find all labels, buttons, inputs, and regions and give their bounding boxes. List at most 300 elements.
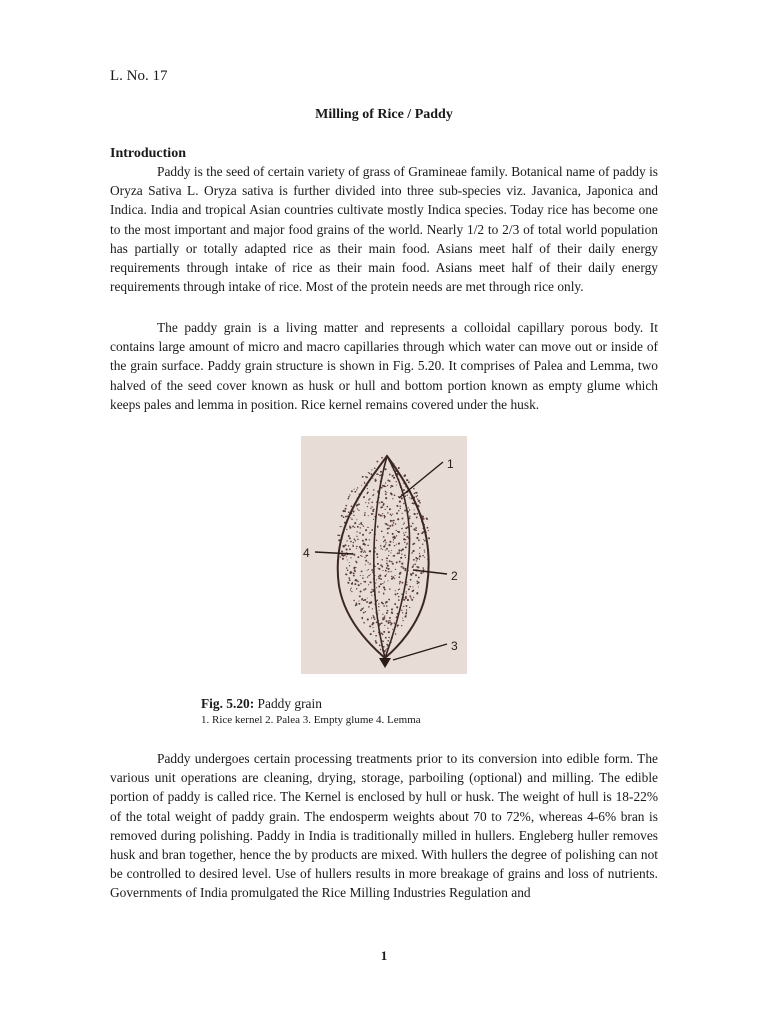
stipple-dot: [416, 516, 418, 518]
stipple-dot: [351, 583, 353, 585]
stipple-dot: [424, 549, 425, 550]
stipple-dot: [385, 493, 387, 495]
stipple-dot: [416, 592, 418, 594]
stipple-dot: [363, 607, 364, 608]
stipple-dot: [393, 522, 395, 524]
stipple-dot: [362, 575, 363, 576]
stipple-dot: [378, 576, 379, 577]
stipple-dot: [382, 570, 383, 571]
stipple-dot: [385, 468, 387, 470]
stipple-dot: [398, 543, 400, 545]
stipple-dot: [401, 566, 403, 568]
stipple-dot: [404, 510, 406, 512]
stipple-dot: [391, 520, 393, 522]
stipple-dot: [358, 603, 360, 605]
stipple-dot: [401, 563, 403, 565]
stipple-dot: [420, 572, 422, 574]
stipple-dot: [385, 543, 386, 544]
stipple-dot: [392, 498, 393, 499]
stipple-dot: [416, 558, 418, 560]
stipple-dot: [348, 511, 350, 513]
leader-line-2: [413, 570, 447, 574]
stipple-dot: [353, 542, 355, 544]
stipple-dot: [403, 532, 404, 533]
stipple-dot: [381, 501, 383, 503]
stipple-dot: [408, 507, 409, 508]
stipple-dot: [385, 550, 386, 551]
stipple-dot: [409, 586, 411, 588]
stipple-dot: [346, 540, 347, 541]
lesson-number: L. No. 17: [110, 68, 168, 84]
stipple-dot: [363, 552, 364, 553]
stipple-dot: [412, 586, 413, 587]
stipple-dot: [383, 641, 385, 643]
stipple-dot: [413, 528, 415, 530]
stipple-dot: [391, 485, 393, 487]
stipple-dot: [376, 553, 378, 555]
stipple-dot: [401, 497, 403, 499]
stipple-dot: [372, 590, 374, 592]
stipple-dot: [395, 593, 397, 595]
stipple-dot: [375, 640, 377, 642]
stipple-dot: [389, 560, 391, 562]
stipple-dot: [354, 538, 356, 540]
stipple-dot: [378, 577, 380, 579]
stipple-dot: [407, 526, 409, 528]
stipple-dot: [361, 598, 363, 600]
stipple-dot: [396, 481, 397, 482]
stipple-dot: [411, 599, 413, 601]
stipple-dot: [395, 633, 397, 635]
stipple-dot: [368, 606, 370, 608]
stipple-dot: [359, 546, 361, 548]
stipple-dot: [367, 527, 368, 528]
stipple-dot: [391, 608, 393, 610]
stipple-dot: [384, 539, 386, 541]
stipple-dot: [364, 550, 366, 552]
stipple-dot: [360, 590, 362, 592]
stipple-dot: [354, 569, 356, 571]
paddy-grain-figure: [301, 436, 467, 674]
stipple-dot: [406, 494, 407, 495]
stipple-dot: [365, 560, 367, 562]
stipple-dot: [405, 568, 407, 570]
stipple-dot: [364, 581, 366, 583]
stipple-dot: [342, 558, 344, 560]
stipple-dot: [397, 626, 398, 627]
stipple-dot: [359, 524, 360, 525]
stipple-dot: [371, 469, 372, 470]
stipple-dot: [387, 640, 389, 642]
stipple-dot: [371, 501, 373, 503]
stipple-dot: [377, 563, 379, 565]
stipple-dot: [356, 546, 358, 548]
stipple-dot: [365, 588, 367, 590]
stipple-dot: [387, 565, 389, 567]
stipple-dot: [428, 537, 430, 539]
stipple-dot: [349, 527, 351, 529]
stipple-dot: [409, 516, 410, 517]
stipple-dot: [376, 579, 377, 580]
stipple-dot: [387, 532, 389, 534]
stipple-dot: [416, 560, 417, 561]
stipple-dot: [350, 517, 351, 518]
stipple-dot: [388, 544, 390, 546]
stipple-dot: [373, 494, 374, 495]
stipple-dot: [378, 568, 380, 570]
stipple-dot: [368, 575, 370, 577]
stipple-dot: [371, 595, 372, 596]
stipple-dot: [402, 618, 403, 619]
stipple-dot: [396, 505, 398, 507]
stipple-dot: [379, 475, 381, 477]
stipple-dot: [384, 625, 385, 626]
stipple-dot: [361, 617, 363, 619]
stipple-dot: [379, 575, 381, 577]
stipple-dot: [351, 591, 352, 592]
stipple-dot: [417, 513, 419, 515]
stipple-dot: [363, 496, 365, 498]
stipple-dot: [386, 605, 388, 607]
stipple-dot: [410, 597, 411, 598]
stipple-dot: [389, 588, 390, 589]
stipple-dot: [418, 506, 420, 508]
stipple-dot: [368, 515, 369, 516]
stipple-dot: [389, 474, 391, 476]
stipple-dot: [405, 532, 406, 533]
stipple-dot: [380, 649, 381, 650]
stipple-dot: [360, 555, 361, 556]
stipple-dot: [390, 514, 392, 516]
stipple-dot: [345, 573, 347, 575]
stipple-dot: [378, 586, 380, 588]
stipple-dot: [364, 544, 366, 546]
stipple-dot: [403, 524, 404, 525]
stipple-dot: [380, 578, 382, 580]
stipple-dot: [412, 566, 414, 568]
stipple-dot: [347, 570, 349, 572]
stipple-dot: [340, 526, 341, 527]
stipple-dot: [369, 564, 370, 565]
stipple-dot: [356, 489, 357, 490]
stipple-dot: [356, 548, 357, 549]
stipple-dot: [356, 531, 357, 532]
stipple-dot: [399, 581, 401, 583]
stipple-dot: [356, 588, 357, 589]
stipple-dot: [367, 545, 369, 547]
stipple-dot: [391, 571, 392, 572]
stipple-dot: [412, 550, 414, 552]
stipple-dot: [372, 478, 373, 479]
stipple-dot: [381, 565, 382, 566]
stipple-dot: [419, 553, 420, 554]
stipple-dot: [368, 527, 369, 528]
stipple-dot: [373, 509, 375, 511]
stipple-dot: [385, 497, 387, 499]
stipple-dot: [368, 584, 369, 585]
stipple-dot: [406, 591, 407, 592]
stipple-dot: [365, 564, 366, 565]
stipple-dot: [396, 530, 397, 531]
stipple-dot: [404, 474, 406, 476]
stipple-dot: [365, 552, 366, 553]
stipple-dot: [370, 601, 372, 603]
stipple-dot: [403, 538, 405, 540]
stipple-dot: [343, 516, 345, 518]
stipple-dot: [387, 512, 388, 513]
stipple-dot: [352, 510, 354, 512]
stipple-dot: [387, 485, 388, 486]
stipple-dot: [388, 571, 389, 572]
stipple-dot: [398, 599, 400, 601]
stipple-dot: [356, 536, 357, 537]
stipple-dot: [406, 615, 407, 616]
stipple-dot: [360, 583, 361, 584]
stipple-dot: [409, 607, 410, 608]
stipple-dot: [382, 617, 384, 619]
stipple-dot: [364, 482, 365, 483]
figure-label-1: 1: [447, 457, 454, 471]
stipple-dot: [391, 524, 393, 526]
leader-line-4: [315, 552, 353, 554]
stipple-dot: [384, 615, 385, 616]
stipple-dot: [350, 557, 351, 558]
figure-caption: [201, 696, 322, 712]
stipple-dot: [409, 497, 410, 498]
stipple-dot: [391, 550, 392, 551]
stipple-dot: [373, 519, 374, 520]
stipple-dot: [355, 567, 356, 568]
stipple-dot: [414, 509, 415, 510]
stipple-dot: [403, 503, 405, 505]
stipple-dot: [357, 487, 358, 488]
stipple-dot: [422, 567, 424, 569]
stipple-dot: [387, 646, 388, 647]
stipple-dot: [378, 514, 380, 516]
stipple-dot: [370, 574, 371, 575]
empty-glume: [379, 658, 391, 668]
stipple-dot: [355, 540, 356, 541]
stipple-dot: [396, 485, 397, 486]
stipple-dot: [369, 498, 370, 499]
stipple-dot: [402, 612, 403, 613]
stipple-dot: [344, 508, 346, 510]
stipple-dot: [381, 487, 383, 489]
stipple-dot: [369, 625, 371, 627]
stipple-dot: [386, 567, 388, 569]
stipple-dot: [404, 534, 406, 536]
stipple-dot: [390, 521, 391, 522]
stipple-dot: [422, 543, 423, 544]
stipple-dot: [393, 520, 395, 522]
stipple-dot: [388, 620, 390, 622]
stipple-dot: [396, 562, 398, 564]
stipple-dot: [343, 510, 345, 512]
stipple-dot: [350, 589, 351, 590]
stipple-dot: [349, 548, 351, 550]
stipple-dot: [400, 557, 401, 558]
stipple-dot: [353, 575, 355, 577]
stipple-dot: [387, 479, 389, 481]
stipple-dot: [375, 479, 377, 481]
stipple-dot: [409, 510, 410, 511]
stipple-dot: [364, 590, 365, 591]
stipple-dot: [377, 556, 379, 558]
stipple-dot: [413, 597, 414, 598]
stipple-dot: [418, 500, 420, 502]
stipple-dot: [388, 622, 390, 624]
stipple-dot: [417, 533, 419, 535]
stipple-dot: [398, 596, 400, 598]
stipple-dot: [388, 599, 390, 601]
stipple-dot: [351, 519, 352, 520]
stipple-dot: [349, 537, 351, 539]
stipple-dot: [372, 627, 373, 628]
stipple-dot: [362, 534, 364, 536]
stipple-dot: [369, 550, 371, 552]
stipple-dot: [361, 608, 363, 610]
stipple-dot: [348, 535, 350, 537]
stipple-dot: [385, 570, 387, 572]
stipple-dot: [368, 499, 369, 500]
stipple-dot: [411, 552, 413, 554]
stipple-dot: [380, 583, 382, 585]
stipple-dot: [397, 593, 398, 594]
stipple-dot: [371, 617, 372, 618]
stipple-dot: [380, 506, 382, 508]
stipple-dot: [381, 566, 383, 568]
stipple-dot: [360, 575, 361, 576]
stipple-dot: [364, 514, 366, 516]
stipple-dot: [357, 508, 358, 509]
figure-label-4: 4: [303, 546, 310, 560]
stipple-dot: [384, 545, 386, 547]
stipple-dot: [401, 625, 402, 626]
stipple-dot: [402, 567, 404, 569]
stipple-dot: [394, 603, 396, 605]
stipple-dot: [386, 620, 388, 622]
stipple-dot: [348, 577, 350, 579]
stipple-dot: [417, 583, 419, 585]
stipple-dot: [363, 599, 365, 601]
stipple-dot: [386, 612, 388, 614]
stipple-dot: [422, 555, 424, 557]
stipple-dot: [376, 473, 378, 475]
figure-legend: 1. Rice kernel 2. Palea 3. Empty glume 4. Lemma: [201, 714, 421, 726]
stipple-dot: [383, 485, 385, 487]
stipple-dot: [404, 555, 406, 557]
stipple-dot: [406, 593, 407, 594]
stipple-dot: [388, 555, 389, 556]
stipple-dot: [405, 486, 406, 487]
stipple-dot: [392, 536, 394, 538]
stipple-dot: [389, 541, 391, 543]
stipple-dot: [367, 598, 368, 599]
stipple-dot: [399, 573, 401, 575]
stipple-dot: [428, 530, 429, 531]
stipple-dot: [419, 555, 421, 557]
stipple-dot: [409, 595, 411, 597]
stipple-dot: [367, 562, 368, 563]
stipple-dot: [354, 489, 355, 490]
stipple-dot: [371, 589, 372, 590]
stipple-dot: [370, 508, 371, 509]
stipple-dot: [412, 523, 414, 525]
stipple-dot: [343, 545, 345, 547]
stipple-dot: [424, 540, 426, 542]
stipple-dot: [399, 505, 401, 507]
stipple-dot: [385, 486, 386, 487]
stipple-dot: [406, 611, 407, 612]
stipple-dot: [389, 571, 390, 572]
stipple-dot: [341, 550, 343, 552]
stipple-dot: [399, 501, 401, 503]
stipple-dot: [402, 518, 404, 520]
stipple-dot: [386, 560, 387, 561]
stipple-dot: [395, 590, 396, 591]
stipple-dot: [351, 505, 353, 507]
stipple-dot: [341, 526, 342, 527]
stipple-dot: [363, 622, 365, 624]
stipple-dot: [363, 526, 364, 527]
stipple-dot: [426, 527, 428, 529]
stipple-dot: [396, 512, 398, 514]
stipple-dot: [367, 506, 368, 507]
stipple-dot: [370, 591, 372, 593]
stipple-dot: [359, 595, 361, 597]
stipple-dot: [383, 541, 384, 542]
stipple-dot: [373, 615, 374, 616]
stipple-dot: [372, 622, 374, 624]
stipple-dot: [405, 557, 406, 558]
stipple-dot: [364, 512, 366, 514]
stipple-dot: [415, 527, 417, 529]
stipple-dot: [385, 637, 387, 639]
stipple-dot: [419, 547, 421, 549]
stipple-dot: [347, 515, 348, 516]
stipple-dot: [357, 526, 359, 528]
stipple-dot: [368, 472, 369, 473]
stipple-dot: [370, 582, 371, 583]
stipple-dot: [406, 585, 407, 586]
stipple-dot: [385, 649, 386, 650]
paragraph-grain-structure: The paddy grain is a living matter and represents a colloidal capillary porous body. It contains large amount of micro and macro capillaries through which water can move out or inside of the grain surface. Paddy grain structure is shown in Fig. 5.20. It comprises of Palea and Lemma, two halved of the seed cover known as husk or hull and bottom portion known as empty glume which keeps pales and lemma in position. Rice kernel remains covered under the husk.: [110, 320, 658, 412]
stipple-dot: [386, 548, 388, 550]
stipple-dot: [412, 591, 413, 592]
stipple-dot: [340, 556, 341, 557]
stipple-dot: [401, 594, 402, 595]
stipple-dot: [390, 622, 392, 624]
stipple-dot: [387, 610, 389, 612]
stipple-dot: [376, 587, 377, 588]
stipple-dot: [389, 508, 391, 510]
stipple-dot: [349, 494, 350, 495]
stipple-dot: [406, 479, 408, 481]
stipple-dot: [361, 570, 363, 572]
stipple-dot: [375, 642, 377, 644]
stipple-dot: [388, 551, 389, 552]
stipple-dot: [387, 492, 388, 493]
stipple-dot: [382, 603, 384, 605]
stipple-dot: [386, 563, 388, 565]
stipple-dot: [392, 475, 394, 477]
stipple-dot: [353, 572, 355, 574]
stipple-dot: [363, 612, 365, 614]
stipple-dot: [406, 605, 408, 607]
stipple-dot: [401, 610, 402, 611]
stipple-dot: [416, 496, 418, 498]
stipple-dot: [417, 495, 418, 496]
